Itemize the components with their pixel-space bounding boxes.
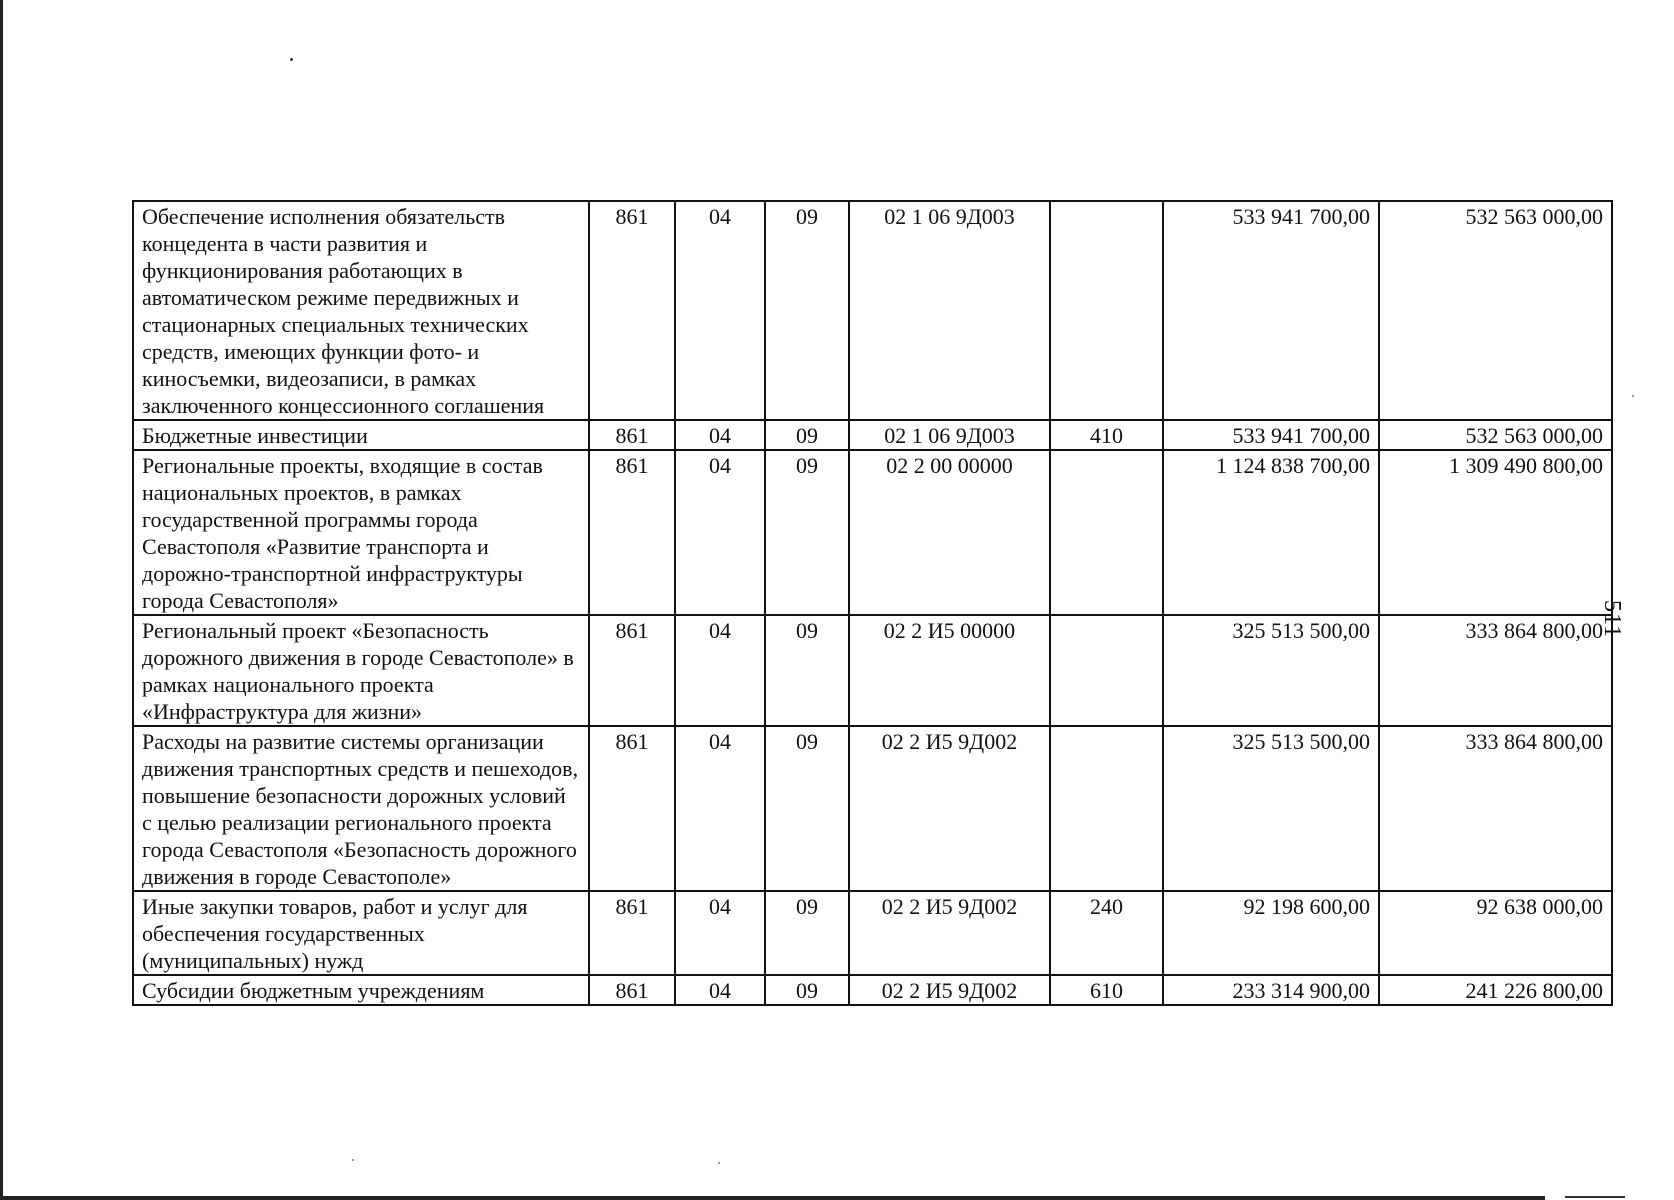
expense-type-cell: 610 (1050, 975, 1163, 1005)
amount-year-2-cell: 532 563 000,00 (1379, 201, 1612, 420)
target-article-cell: 02 2 И5 9Д002 (849, 726, 1050, 891)
scan-speck (290, 58, 293, 61)
page-edge-bottom-right (1565, 1196, 1625, 1198)
scan-speck (352, 1159, 354, 1161)
expense-name-cell: Региональные проекты, входящие в состав национальных проектов, в рамках государственной программы города Севастополя «Развитие транспорта и дорожно-транспортной инфраструктуры города Севастополя» (133, 450, 589, 615)
subsection-code-cell: 09 (765, 726, 849, 891)
target-article-cell: 02 1 06 9Д003 (849, 201, 1050, 420)
amount-year-2-cell: 241 226 800,00 (1379, 975, 1612, 1005)
section-code-cell: 04 (675, 615, 765, 726)
expense-type-cell (1050, 450, 1163, 615)
amount-year-1-cell: 325 513 500,00 (1163, 726, 1379, 891)
section-code-cell: 04 (675, 891, 765, 975)
amount-year-1-cell: 325 513 500,00 (1163, 615, 1379, 726)
subsection-code-cell: 09 (765, 201, 849, 420)
budget-table (132, 200, 1613, 1006)
amount-year-1-cell: 233 314 900,00 (1163, 975, 1379, 1005)
ministry-code-cell: 861 (589, 975, 675, 1005)
ministry-code-cell: 861 (589, 726, 675, 891)
ministry-code-cell: 861 (589, 450, 675, 615)
expense-type-cell (1050, 201, 1163, 420)
expense-name-cell: Региональный проект «Безопасность дорожного движения в городе Севастополе» в рамках национального проекта «Инфраструктура для жизни» (133, 615, 589, 726)
subsection-code-cell: 09 (765, 975, 849, 1005)
subsection-code-cell: 09 (765, 420, 849, 450)
expense-name-cell: Обеспечение исполнения обязательств концедента в части развития и функционирования работающих в автоматическом режиме передвижных и стационарных специальных технических средств, имеющих функции фото- и киносъемки, видеозаписи, в рамках заключенного концессионного соглашения (133, 201, 589, 420)
page-edge-left (0, 0, 3, 1200)
amount-year-1-cell: 1 124 838 700,00 (1163, 450, 1379, 615)
ministry-code-cell: 861 (589, 420, 675, 450)
section-code-cell: 04 (675, 201, 765, 420)
expense-type-cell: 240 (1050, 891, 1163, 975)
table-row (133, 726, 1612, 891)
amount-year-1-cell: 92 198 600,00 (1163, 891, 1379, 975)
table-body (133, 201, 1612, 1005)
expense-type-cell (1050, 726, 1163, 891)
amount-year-2-cell: 333 864 800,00 (1379, 615, 1612, 726)
ministry-code-cell: 861 (589, 201, 675, 420)
target-article-cell: 02 1 06 9Д003 (849, 420, 1050, 450)
subsection-code-cell: 09 (765, 615, 849, 726)
scan-speck (718, 1162, 720, 1164)
table-row (133, 450, 1612, 615)
section-code-cell: 04 (675, 420, 765, 450)
section-code-cell: 04 (675, 450, 765, 615)
expense-name-cell: Субсидии бюджетным учреждениям (133, 975, 589, 1005)
page-number: 511 (1599, 600, 1625, 639)
expense-type-cell: 410 (1050, 420, 1163, 450)
table-row (133, 615, 1612, 726)
expense-name-cell: Расходы на развитие системы организации движения транспортных средств и пешеходов, повышение безопасности дорожных условий с целью реализации регионального проекта города Севастополя «Безопасность дорожного движения в городе Севастополе» (133, 726, 589, 891)
amount-year-2-cell: 1 309 490 800,00 (1379, 450, 1612, 615)
target-article-cell: 02 2 И5 9Д002 (849, 975, 1050, 1005)
table-row (133, 201, 1612, 420)
amount-year-2-cell: 532 563 000,00 (1379, 420, 1612, 450)
target-article-cell: 02 2 И5 00000 (849, 615, 1050, 726)
subsection-code-cell: 09 (765, 450, 849, 615)
amount-year-1-cell: 533 941 700,00 (1163, 420, 1379, 450)
amount-year-2-cell: 92 638 000,00 (1379, 891, 1612, 975)
table-row (133, 420, 1612, 450)
section-code-cell: 04 (675, 726, 765, 891)
ministry-code-cell: 861 (589, 891, 675, 975)
target-article-cell: 02 2 00 00000 (849, 450, 1050, 615)
expense-type-cell (1050, 615, 1163, 726)
amount-year-1-cell: 533 941 700,00 (1163, 201, 1379, 420)
target-article-cell: 02 2 И5 9Д002 (849, 891, 1050, 975)
scan-speck (1632, 395, 1634, 397)
section-code-cell: 04 (675, 975, 765, 1005)
ministry-code-cell: 861 (589, 615, 675, 726)
amount-year-2-cell: 333 864 800,00 (1379, 726, 1612, 891)
page-edge-bottom (0, 1196, 1545, 1200)
table-row (133, 975, 1612, 1005)
expense-name-cell: Иные закупки товаров, работ и услуг для обеспечения государственных (муниципальных) нужд (133, 891, 589, 975)
table-row (133, 891, 1612, 975)
expense-name-cell: Бюджетные инвестиции (133, 420, 589, 450)
subsection-code-cell: 09 (765, 891, 849, 975)
